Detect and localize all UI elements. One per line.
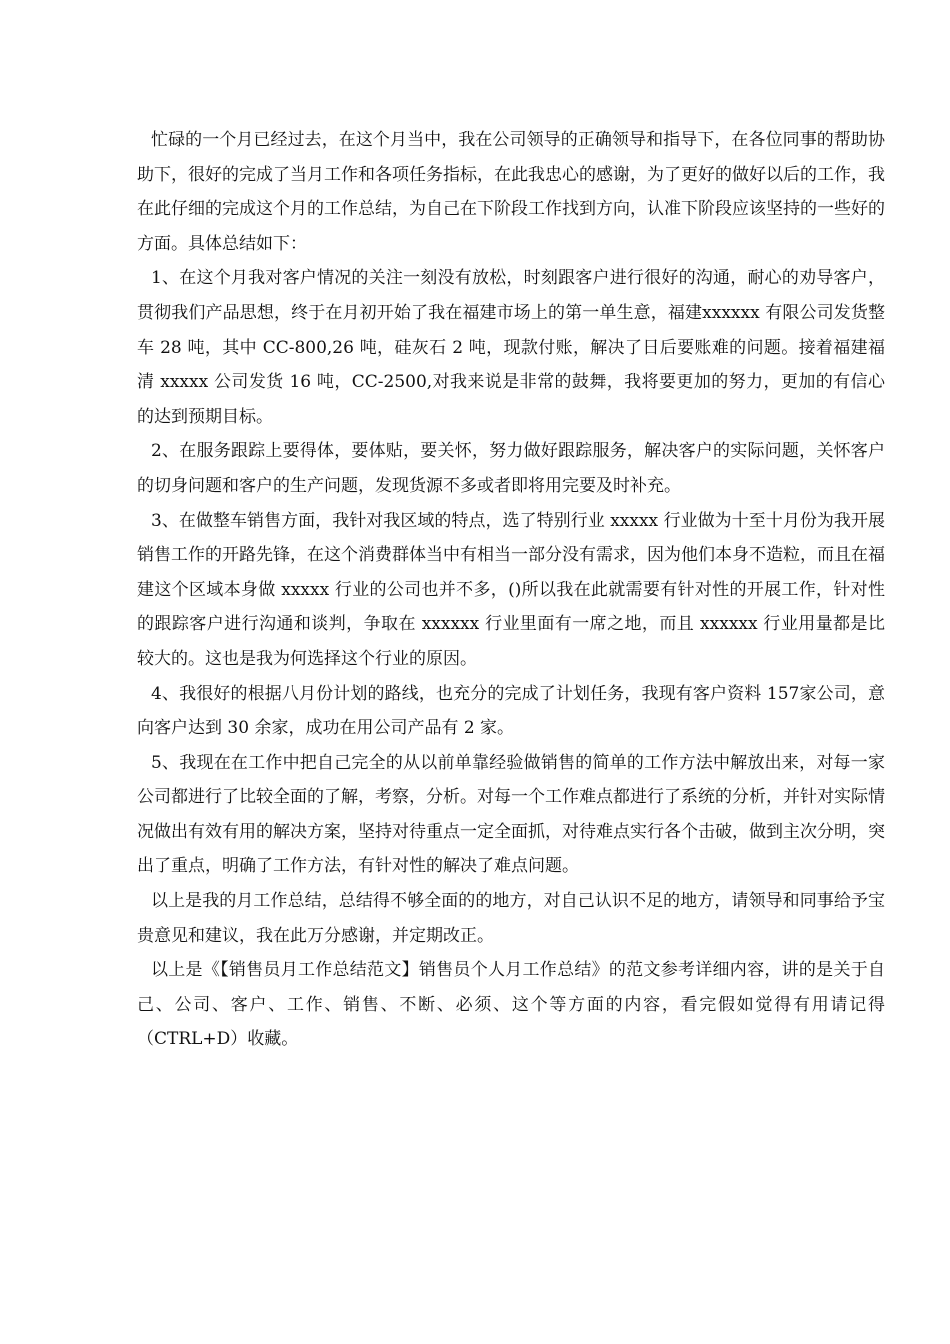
paragraph-intro: 忙碌的一个月已经过去，在这个月当中，我在公司领导的正确领导和指导下，在各位同事的帮助协助下，很好的完成了当月工作和各项任务指标，在此我忠心的感谢，为了更好的做好以后的工作，我在此仔细的完成这个月的工作总结，为自己在下阶段工作找到方向，认准下阶段应该坚持的一些好的方面。具体总结如下： xyxy=(137,130,885,254)
paragraph-item-2: 2、在服务跟踪上要得体，要体贴，要关怀，努力做好跟踪服务，解决客户的实际问题，关怀客户的切身问题和客户的生产问题，发现货源不多或者即将用完要及时补充。 xyxy=(137,441,885,496)
paragraph-conclusion: 以上是我的月工作总结，总结得不够全面的的地方，对自己认识不足的地方，请领导和同事给予宝贵意见和建议，我在此万分感谢，并定期改正。 xyxy=(137,891,885,946)
paragraph-item-5: 5、我现在在工作中把自己完全的从以前单靠经验做销售的简单的工作方法中解放出来，对每一家公司都进行了比较全面的了解，考察，分析。对每一个工作难点都进行了系统的分析，并针对实际情况做出有效有用的解决方案，坚持对待重点一定全面抓，对待难点实行各个击破，做到主次分明，突出了重点，明确了工作方法，有针对性的解决了难点问题。 xyxy=(137,752,885,877)
paragraph-item-1: 1、在这个月我对客户情况的关注一刻没有放松，时刻跟客户进行很好的沟通，耐心的劝导客户，贯彻我们产品思想，终于在月初开始了我在福建市场上的第一单生意，福建xxxxxx 有限公司发货整车 28 吨，其中 CC-800,26 吨，硅灰石 2 吨，现款付账，解决了日后要账难的问题。接着福建福清 xxxxx 公司发货 16 吨，CC-2500,对我来说是非常的鼓舞，我将要更加的努力，更加的有信心的达到预期目标。 xyxy=(137,268,885,427)
paragraph-item-4: 4、我很好的根据八月份计划的路线，也充分的完成了计划任务，我现有客户资料 157家公司，意向客户达到 30 余家，成功在用公司产品有 2 家。 xyxy=(137,683,885,739)
paragraph-item-3: 3、在做整车销售方面，我针对我区域的特点，选了特别行业 xxxxx 行业做为十至十月份为我开展销售工作的开路先锋，在这个消费群体当中有相当一部分没有需求，因为他们本身不造粒，而且在福建这个区域本身做 xxxxx 行业的公司也并不多，()所以我在此就需要有针对性的开展工作，针对性的跟踪客户进行沟通和谈判，争取在 xxxxxx 行业里面有一席之地，而且 xxxxxx 行业用量都是比较大的。这也是我为何选择这个行业的原因。 xyxy=(137,510,885,669)
paragraph-footer-note: 以上是《【销售员月工作总结范文】销售员个人月工作总结》的范文参考详细内容，讲的是关于自己、公司、客户、工作、销售、不断、必须、这个等方面的内容，看完假如觉得有用请记得（CTRL+D）收藏。 xyxy=(137,960,885,1050)
document-body xyxy=(137,123,885,1057)
